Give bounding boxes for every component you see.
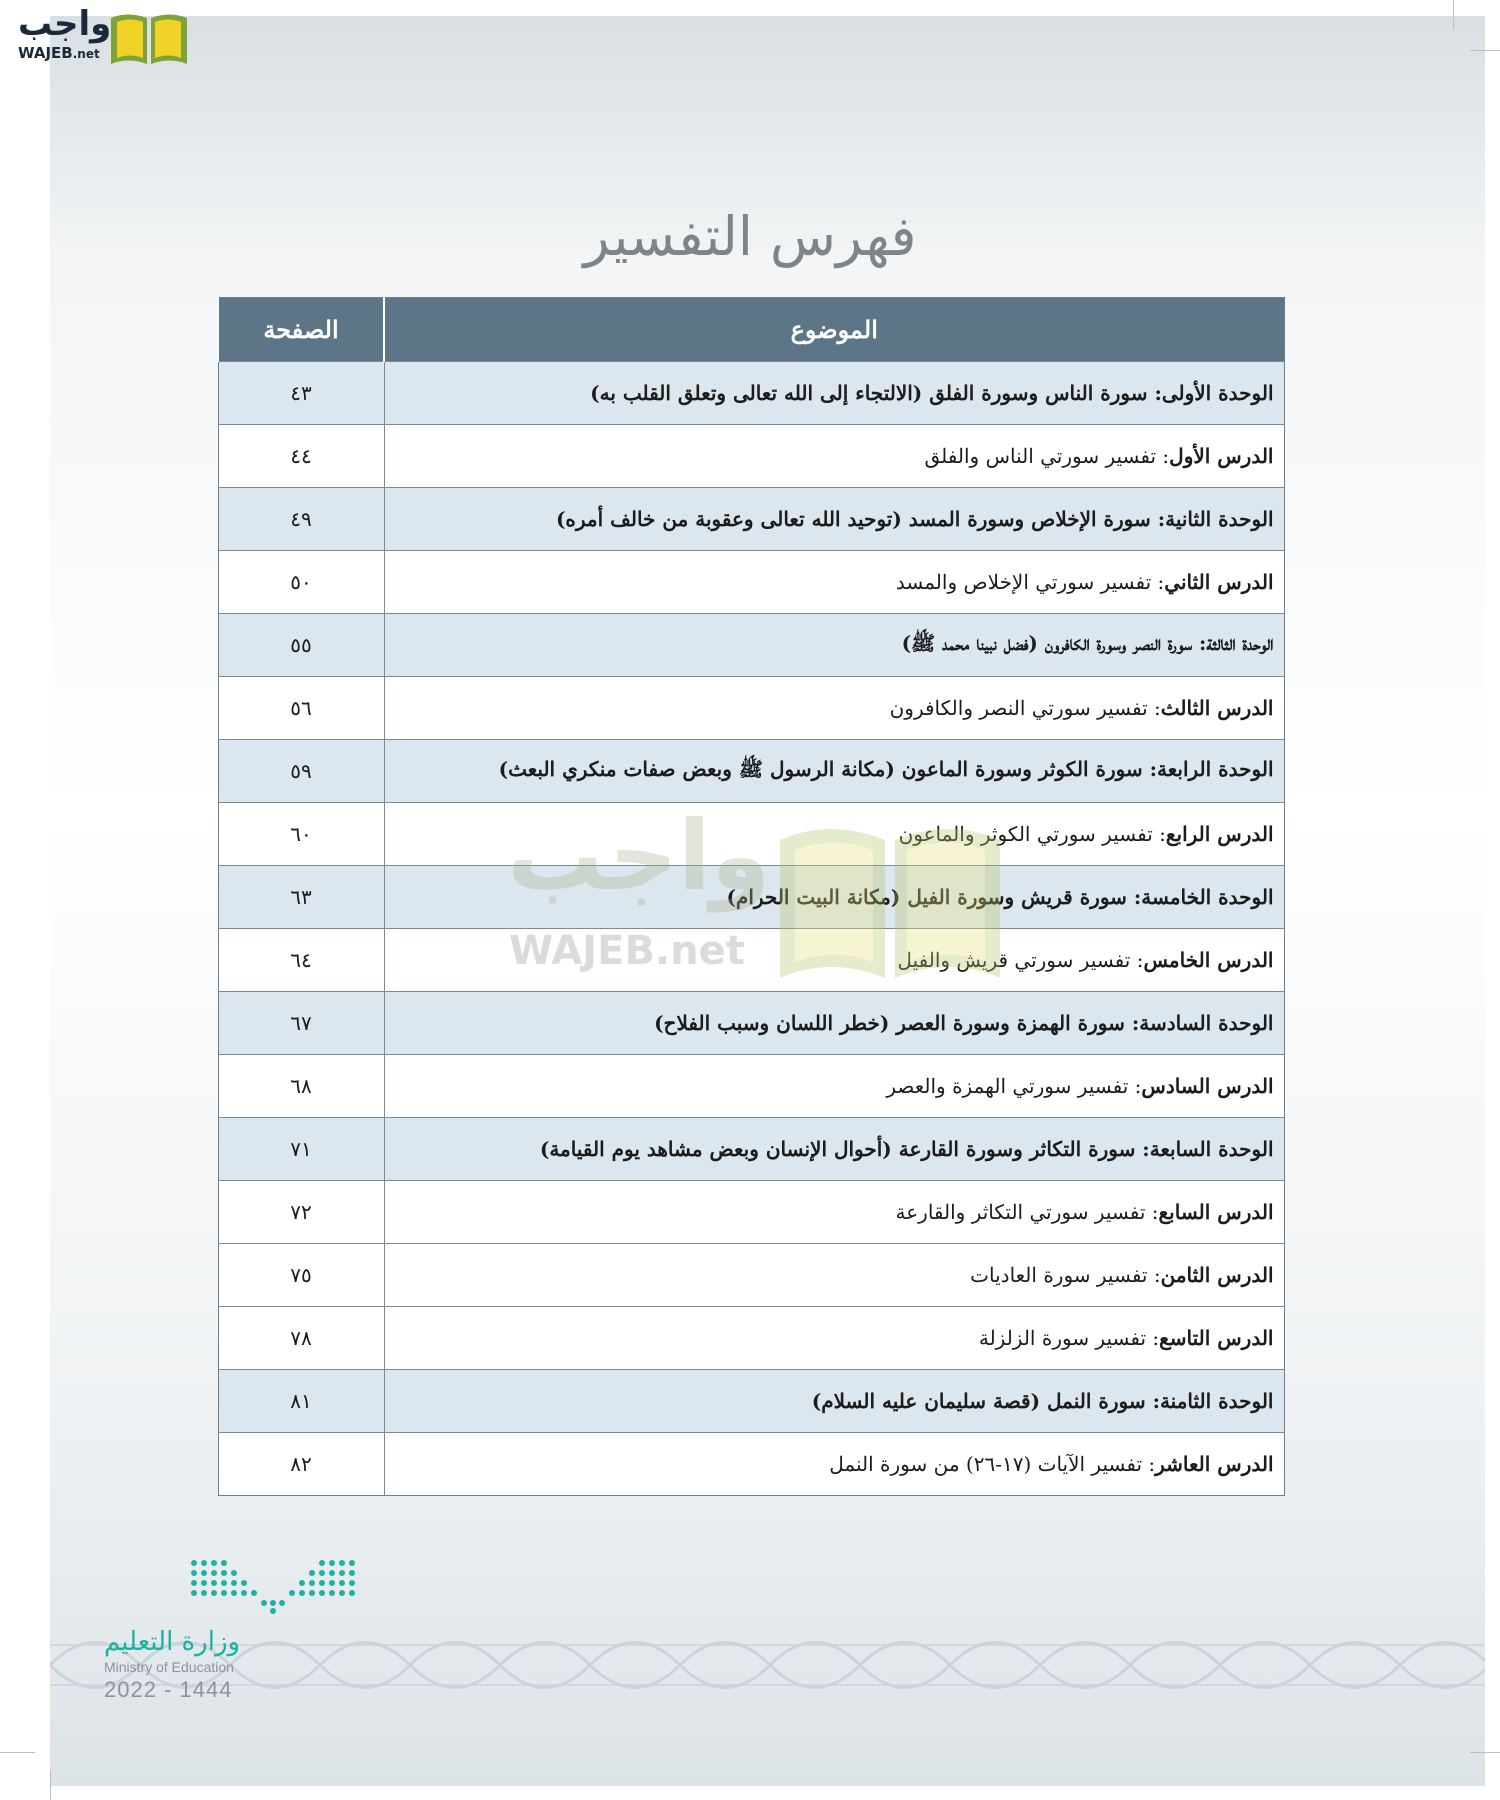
topic-label: الوحدة السادسة <box>1139 1011 1274 1035</box>
ministry-year: 2022 - 1444 <box>104 1677 233 1702</box>
topic-label: الدرس الخامس <box>1143 948 1274 972</box>
header-topic: الموضوع <box>384 298 1284 362</box>
page-number-cell: ٨١ <box>218 1370 384 1433</box>
topic-label: الدرس الثالث <box>1160 696 1274 720</box>
table-row-unit <box>218 362 1284 425</box>
topic-text: : تفسير سورتي النصر والكافرون <box>889 696 1161 720</box>
topic-label: الوحدة السابعة <box>1149 1137 1274 1161</box>
topic-cell <box>384 677 1284 740</box>
topic-text: : سورة الإخلاص وسورة المسد (توحيد الله تعالى وعقوبة من خالف أمره) <box>555 507 1166 531</box>
topic-label: الوحدة الخامسة <box>1141 885 1274 909</box>
topic-cell <box>384 866 1284 929</box>
topic-text: : سورة الهمزة وسورة العصر (خطر اللسان وسبب الفلاح) <box>654 1011 1140 1035</box>
page-number-cell: ٦٤ <box>218 929 384 992</box>
crop-mark <box>1470 50 1500 51</box>
topic-label: الدرس الثاني <box>1164 570 1274 594</box>
logo-arabic: واجب <box>18 4 112 44</box>
topic-cell <box>384 551 1284 614</box>
topic-text: : سورة قريش وسورة الفيل (مكانة البيت الحرام) <box>726 885 1142 909</box>
topic-cell <box>384 803 1284 866</box>
topic-text: : سورة الناس وسورة الفلق (الالتجاء إلى الله تعالى وتعلق القلب به) <box>590 381 1162 405</box>
page-number-cell: ٧٨ <box>218 1307 384 1370</box>
page-number-cell: ٤٩ <box>218 488 384 551</box>
topic-cell <box>384 614 1284 677</box>
topic-text: : سورة النمل (قصة سليمان عليه السلام) <box>811 1389 1160 1413</box>
page-number-cell: ٧٥ <box>218 1244 384 1307</box>
topic-cell <box>384 1307 1284 1370</box>
topic-text: : سورة التكاثر وسورة القارعة (أحوال الإنسان وبعض مشاهد يوم القيامة) <box>539 1137 1150 1161</box>
topic-text: : تفسير سورة العاديات <box>970 1263 1161 1287</box>
topic-text: : تفسير سورتي الكوثر والماعون <box>898 822 1166 846</box>
topic-cell <box>384 1370 1284 1433</box>
table-row-unit <box>218 1118 1284 1181</box>
page-number-cell: ٦٧ <box>218 992 384 1055</box>
topic-label: الدرس السادس <box>1141 1074 1274 1098</box>
topic-cell <box>384 1244 1284 1307</box>
topic-text: : تفسير سورتي الإخلاص والمسد <box>895 570 1165 594</box>
table-row-unit <box>218 488 1284 551</box>
table-row-lesson <box>218 425 1284 488</box>
table-row-unit <box>218 992 1284 1055</box>
page-number-cell: ٥٦ <box>218 677 384 740</box>
page-number-cell: ٥٠ <box>218 551 384 614</box>
topic-label: الوحدة الثامنة <box>1159 1389 1274 1413</box>
crop-mark <box>50 1770 51 1800</box>
ministry-logo <box>100 1555 380 1702</box>
page-number-cell: ٥٥ <box>218 614 384 677</box>
topic-cell <box>384 1118 1284 1181</box>
watermark-arabic: واجب <box>507 800 771 912</box>
topic-label: الدرس العاشر <box>1155 1452 1274 1476</box>
watermark-latin: WAJEB.net <box>509 928 745 974</box>
table-row-lesson <box>218 1307 1284 1370</box>
table-body <box>218 362 1284 1496</box>
page-number-cell: ٦٠ <box>218 803 384 866</box>
table-row-lesson <box>218 551 1284 614</box>
table-row-lesson <box>218 1244 1284 1307</box>
topic-cell <box>384 1181 1284 1244</box>
page-title: فهرس التفسير <box>583 205 917 268</box>
topic-text: : تفسير سورتي الهمزة والعصر <box>886 1074 1142 1098</box>
topic-text: : تفسير سورتي قريش والفيل <box>897 948 1144 972</box>
topic-cell <box>384 740 1284 803</box>
topic-label: الدرس التاسع <box>1159 1326 1274 1350</box>
table-row-lesson <box>218 1181 1284 1244</box>
topic-text: : تفسير سورتي التكاثر والقارعة <box>895 1200 1159 1224</box>
topic-cell <box>384 929 1284 992</box>
table-row-unit <box>218 740 1284 803</box>
topic-label: الوحدة الرابعة <box>1157 756 1274 781</box>
ministry-dots-icon <box>188 1555 358 1615</box>
topic-cell <box>384 992 1284 1055</box>
header-page: الصفحة <box>218 298 384 362</box>
topic-label: الدرس الرابع <box>1165 822 1274 846</box>
crop-mark <box>1470 1752 1500 1753</box>
topic-label: الوحدة الثالثة <box>1206 630 1274 655</box>
topic-label: الدرس السابع <box>1158 1200 1274 1224</box>
crop-mark <box>0 1752 35 1753</box>
crop-mark <box>1453 0 1454 30</box>
topic-text: : تفسير سورة الزلزلة <box>978 1326 1160 1350</box>
page-number-cell: ٥٩ <box>218 740 384 803</box>
index-table <box>217 297 1285 1496</box>
page-number-cell: ٧٢ <box>218 1181 384 1244</box>
topic-text: : تفسير الآيات (١٧-٢٦) من سورة النمل <box>829 1452 1156 1476</box>
topic-text: : سورة الكوثر وسورة الماعون (مكانة الرسول ﷺ وبعض صفات منكري البعث) <box>498 756 1158 781</box>
book-icon <box>108 8 190 66</box>
page-number-cell: ٧١ <box>218 1118 384 1181</box>
page-number-cell: ٤٤ <box>218 425 384 488</box>
table-row-lesson <box>218 1055 1284 1118</box>
topic-text: : سورة النصر وسورة الكافرون (فضل نبينا محمد ﷺ) <box>901 630 1207 655</box>
table-row-lesson <box>218 677 1284 740</box>
table-header-row <box>218 298 1284 362</box>
table-row-unit <box>218 866 1284 929</box>
table-row-lesson <box>218 803 1284 866</box>
ministry-arabic: وزارة التعليم <box>104 1627 241 1657</box>
topic-text: : تفسير سورتي الناس والفلق <box>924 444 1170 468</box>
topic-cell <box>384 362 1284 425</box>
topic-label: الدرس الأول <box>1169 444 1274 468</box>
topic-cell <box>384 425 1284 488</box>
wajeb-logo[interactable] <box>8 4 193 70</box>
topic-label: الوحدة الأولى <box>1161 381 1274 405</box>
table-row-lesson <box>218 1433 1284 1496</box>
page-number-cell: ٨٢ <box>218 1433 384 1496</box>
page-number-cell: ٦٣ <box>218 866 384 929</box>
table-row-lesson <box>218 929 1284 992</box>
ministry-english: Ministry of Education <box>104 1659 234 1675</box>
table-row-unit <box>218 614 1284 677</box>
topic-label: الوحدة الثانية <box>1165 507 1274 531</box>
topic-cell <box>384 1433 1284 1496</box>
topic-cell <box>384 488 1284 551</box>
topic-label: الدرس الثامن <box>1160 1263 1274 1287</box>
page-number-cell: ٦٨ <box>218 1055 384 1118</box>
page-number-cell: ٤٣ <box>218 362 384 425</box>
topic-cell <box>384 1055 1284 1118</box>
logo-latin: WAJEB.net <box>18 44 100 62</box>
table-row-unit <box>218 1370 1284 1433</box>
